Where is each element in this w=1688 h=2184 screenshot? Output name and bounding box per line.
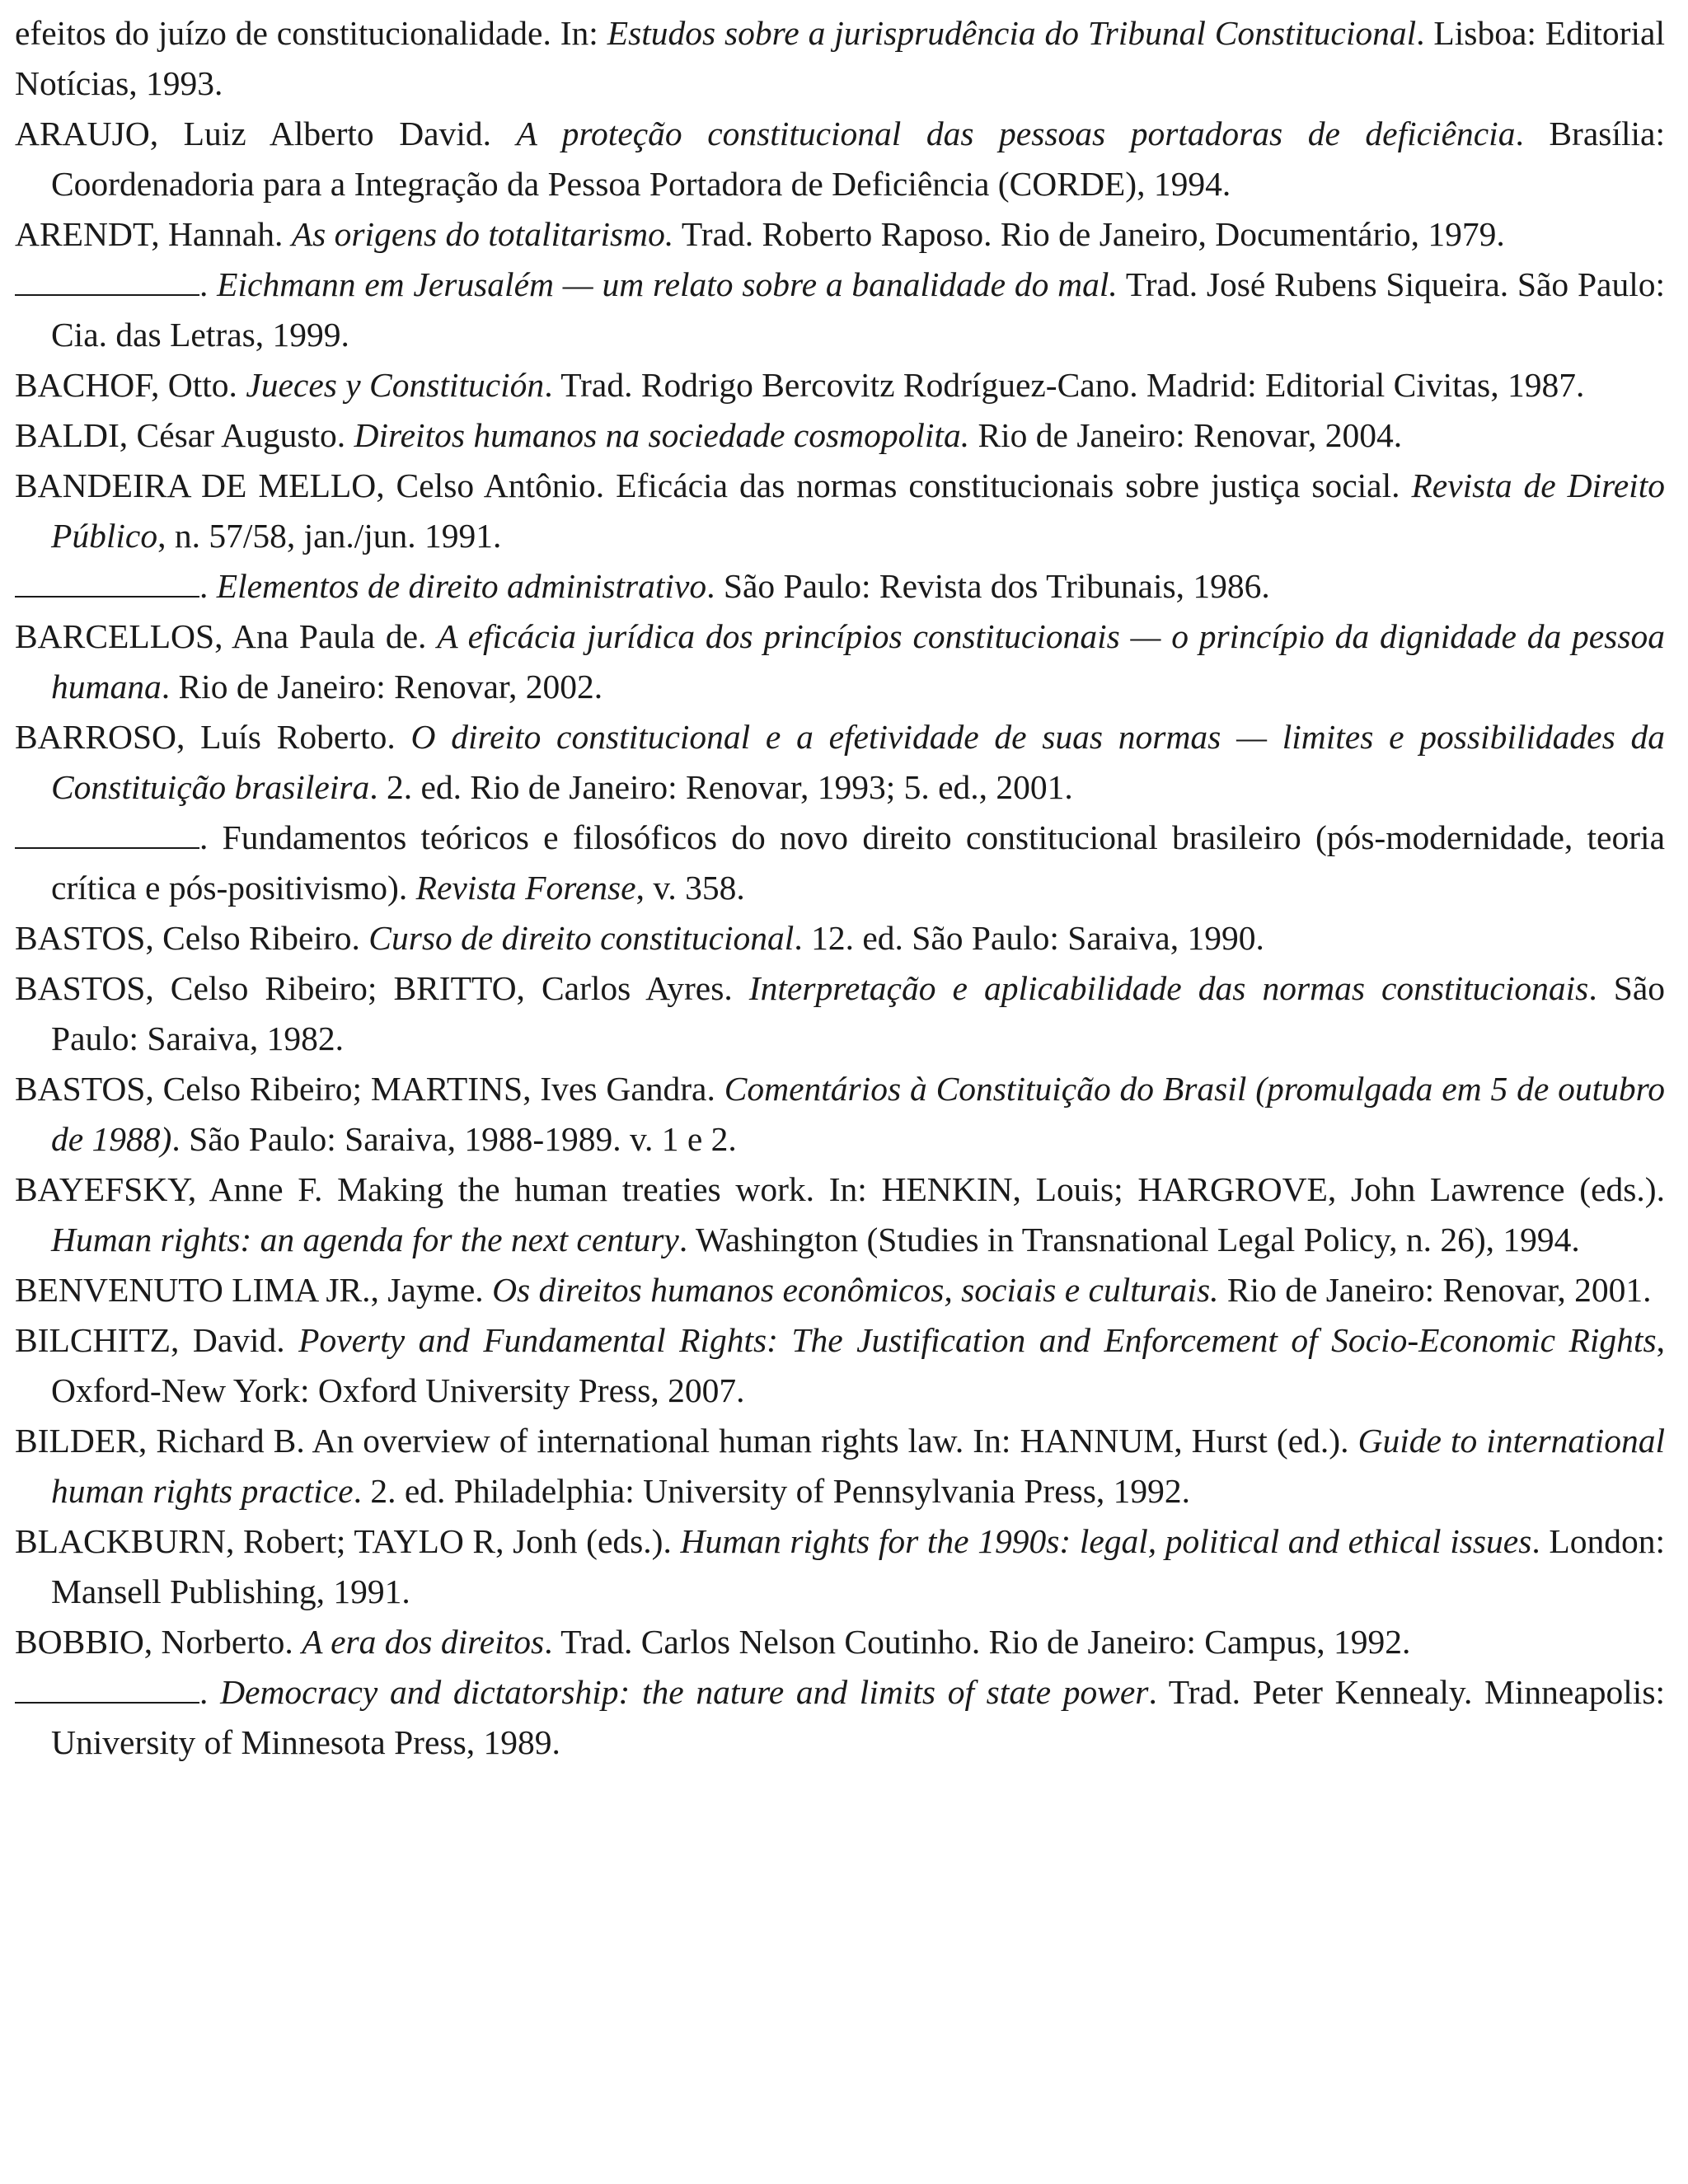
bibliography-entry — [15, 712, 1665, 813]
entry-title-italic: Os direitos humanos econômicos, sociais e culturais. — [492, 1271, 1219, 1309]
entry-title-italic: As origens do totalitarismo. — [291, 215, 674, 253]
entry-text: . — [199, 1673, 221, 1711]
bibliography-entry — [15, 561, 1665, 612]
bibliography-entry — [15, 209, 1665, 260]
bibliography-entry — [15, 1516, 1665, 1617]
entry-text: BACHOF, Otto. — [15, 366, 246, 404]
entry-text: . Trad. Carlos Nelson Coutinho. Rio de Janeiro: Campus, 1992. — [544, 1623, 1411, 1661]
entry-text: . Brasília: Coordenadoria para a Integração da Pessoa Portadora de Deficiência (CORDE), 1994. — [51, 115, 1665, 203]
entry-title-italic: Human rights for the 1990s: legal, political and ethical issues — [680, 1522, 1532, 1560]
bibliography-entry — [15, 1165, 1665, 1265]
entry-text: . Fundamentos teóricos e filosóficos do novo direito constitucional brasileiro (pós-modernidade, teoria crítica e pós-positivismo). — [51, 818, 1665, 907]
entry-title-italic: Elementos de direito administrativo — [216, 567, 707, 605]
entry-text: efeitos do juízo de constitucionalidade. In: — [15, 14, 607, 52]
bibliography-entry — [15, 1617, 1665, 1667]
bibliography-entry — [15, 410, 1665, 461]
entry-text: BAYEFSKY, Anne F. Making the human treaties work. In: HENKIN, Louis; HARGROVE, John Lawrence (eds.). — [15, 1170, 1665, 1208]
bibliography-entry — [15, 1315, 1665, 1416]
bibliography-entry — [15, 260, 1665, 360]
entry-title-italic: Direitos humanos na sociedade cosmopolita. — [354, 416, 970, 454]
entry-text: . 2. ed. Philadelphia: University of Pennsylvania Press, 1992. — [353, 1472, 1191, 1510]
entry-text: BASTOS, Celso Ribeiro. — [15, 919, 369, 957]
entry-text: . — [199, 265, 218, 303]
entry-text: . 2. ed. Rio de Janeiro: Renovar, 1993; 5. ed., 2001. — [369, 768, 1073, 806]
entry-text: . São Paulo: Revista dos Tribunais, 1986. — [706, 567, 1270, 605]
entry-text: . São Paulo: Saraiva, 1988-1989. v. 1 e 2. — [171, 1120, 737, 1158]
bibliography-entry — [15, 360, 1665, 410]
entry-text: , n. 57/58, jan./jun. 1991. — [157, 517, 502, 555]
entry-text: ARENDT, Hannah. — [15, 215, 292, 253]
bibliography-entry — [15, 1265, 1665, 1315]
entry-text: . 12. ed. São Paulo: Saraiva, 1990. — [794, 919, 1264, 957]
repeated-author-dash — [15, 1669, 199, 1704]
entry-title-italic: Interpretação e aplicabilidade das normas constitucionais — [748, 969, 1589, 1007]
bibliography-list — [15, 8, 1665, 1768]
entry-title-italic: Poverty and Fundamental Rights: The Justification and Enforcement of Socio-Economic Rights — [298, 1321, 1657, 1359]
entry-title-italic: Eichmann em Jerusalém — um relato sobre a banalidade do mal. — [217, 265, 1118, 303]
entry-text: . Lisboa: Editorial Notícias, 1993. — [15, 14, 1665, 102]
bibliography-entry — [15, 8, 1665, 109]
entry-text: BARCELLOS, Ana Paula de. — [15, 617, 438, 655]
entry-text: Rio de Janeiro: Renovar, 2001. — [1218, 1271, 1652, 1309]
entry-title-italic: A proteção constitucional das pessoas portadoras de deficiência — [516, 115, 1516, 152]
entry-title-italic: A era dos direitos — [302, 1623, 545, 1661]
entry-text: . London: Mansell Publishing, 1991. — [51, 1522, 1665, 1610]
entry-text: BARROSO, Luís Roberto. — [15, 718, 411, 756]
entry-text: BOBBIO, Norberto. — [15, 1623, 302, 1661]
entry-title-italic: O direito constitucional e a efetividade de suas normas — limites e possibilidades da Constituição brasileira — [51, 718, 1665, 806]
entry-text: BENVENUTO LIMA JR., Jayme. — [15, 1271, 493, 1309]
entry-text: ARAUJO, Luiz Alberto David. — [15, 115, 517, 152]
entry-text: . Washington (Studies in Transnational Legal Policy, n. 26), 1994. — [678, 1221, 1580, 1258]
bibliography-entry — [15, 813, 1665, 913]
entry-text: . — [199, 567, 217, 605]
entry-text: Rio de Janeiro: Renovar, 2004. — [969, 416, 1403, 454]
entry-text: . São Paulo: Saraiva, 1982. — [51, 969, 1665, 1057]
bibliography-entry — [15, 1416, 1665, 1516]
entry-text: . Trad. Peter Kennealy. Minneapolis: University of Minnesota Press, 1989. — [51, 1673, 1666, 1761]
entry-text: BILDER, Richard B. An overview of international human rights law. In: HANNUM, Hurst (ed.). — [15, 1422, 1358, 1460]
entry-text: , v. 358. — [635, 869, 745, 907]
bibliography-entry — [15, 913, 1665, 963]
entry-text: , Oxford-New York: Oxford University Press, 2007. — [51, 1321, 1665, 1409]
entry-title-italic: Revista de Direito Público — [51, 466, 1665, 555]
repeated-author-dash — [15, 814, 199, 849]
entry-text: BILCHITZ, David. — [15, 1321, 299, 1359]
entry-title-italic: Revista Forense — [415, 869, 636, 907]
bibliography-entry — [15, 963, 1665, 1064]
entry-title-italic: A eficácia jurídica dos princípios constitucionais — o princípio da dignidade da pessoa humana — [51, 617, 1665, 705]
entry-title-italic: Estudos sobre a jurisprudência do Tribunal Constitucional — [607, 14, 1417, 52]
entry-title-italic: Jueces y Constitución — [246, 366, 545, 404]
bibliography-page — [15, 8, 1665, 1768]
repeated-author-dash — [15, 261, 199, 296]
entry-title-italic: Guide to international human rights practice — [51, 1422, 1666, 1510]
bibliography-entry — [15, 461, 1665, 561]
bibliography-entry — [15, 1064, 1665, 1165]
entry-text: Trad. Roberto Raposo. Rio de Janeiro, Documentário, 1979. — [673, 215, 1505, 253]
bibliography-entry — [15, 612, 1665, 712]
bibliography-entry — [15, 1667, 1665, 1768]
bibliography-entry — [15, 109, 1665, 209]
entry-title-italic: Curso de direito constitucional — [368, 919, 795, 957]
entry-title-italic: Human rights: an agenda for the next century — [51, 1221, 679, 1258]
entry-text: BLACKBURN, Robert; TAYLO R, Jonh (eds.). — [15, 1522, 681, 1560]
entry-text: . Rio de Janeiro: Renovar, 2002. — [161, 668, 603, 705]
entry-text: BALDI, César Augusto. — [15, 416, 354, 454]
entry-text: BANDEIRA DE MELLO, Celso Antônio. Eficácia das normas constitucionais sobre justiça social. — [15, 466, 1412, 504]
entry-text: . Trad. Rodrigo Bercovitz Rodríguez-Cano. Madrid: Editorial Civitas, 1987. — [544, 366, 1585, 404]
entry-text: Trad. José Rubens Siqueira. São Paulo: Cia. das Letras, 1999. — [51, 265, 1665, 354]
entry-text: BASTOS, Celso Ribeiro; MARTINS, Ives Gandra. — [15, 1070, 724, 1108]
entry-text: BASTOS, Celso Ribeiro; BRITTO, Carlos Ayres. — [15, 969, 749, 1007]
repeated-author-dash — [15, 563, 199, 598]
entry-title-italic: Comentários à Constituição do Brasil (promulgada em 5 de outubro de 1988) — [51, 1070, 1666, 1158]
entry-title-italic: Democracy and dictatorship: the nature and limits of state power — [220, 1673, 1149, 1711]
